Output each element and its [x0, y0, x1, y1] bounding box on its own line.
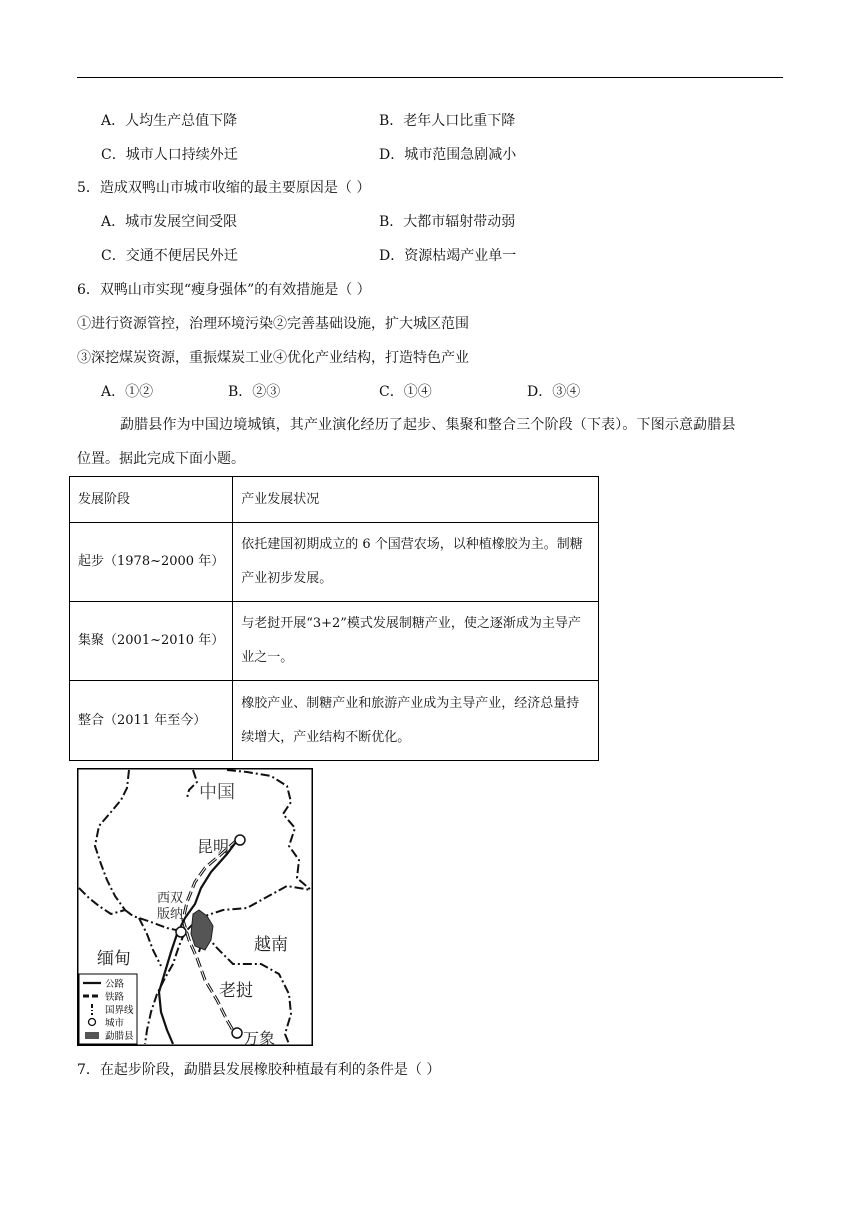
header-stage: 发展阶段: [70, 477, 233, 523]
legend-city-symbol: [89, 1019, 96, 1026]
q6-option-c[interactable]: C．①④: [379, 384, 432, 400]
stage-cell: 整合（2011 年至今）: [70, 681, 233, 761]
table-row: [70, 681, 599, 761]
q5-option-b[interactable]: B．大都市辐射带动弱: [379, 214, 516, 230]
vientiane-city-marker: [232, 1028, 242, 1038]
q6-statement-2: ③深挖煤炭资源，重振煤炭工业④优化产业结构，打造特色产业: [77, 350, 469, 366]
intro-line-2: 位置。据此完成下面小题。: [77, 451, 245, 467]
label-china: 中国: [199, 782, 235, 803]
q6-option-a[interactable]: A．①②: [101, 384, 154, 400]
q4-option-b[interactable]: B．老年人口比重下降: [379, 113, 516, 129]
legend-mengla-label: 勐腊县: [105, 1031, 134, 1042]
label-vientiane: 万象: [243, 1029, 276, 1046]
legend-city-label: 城市: [105, 1018, 125, 1029]
q4-option-a[interactable]: A．人均生产总值下降: [101, 113, 238, 129]
q4-option-d[interactable]: D．城市范围急剧减小: [379, 147, 517, 163]
legend-railway-label: 铁路: [105, 992, 125, 1003]
header-rule: [77, 77, 783, 78]
q6-statement-1: ①进行资源管控，治理环境污染②完善基础设施，扩大城区范围: [77, 316, 469, 332]
legend-mengla-symbol: [85, 1032, 99, 1039]
intro-line-1: 勐腊县作为中国边境城镇，其产业演化经历了起步、集聚和整合三个阶段（下表）。下图示意勐腊县: [120, 417, 736, 433]
stage-cell: 集聚（2001~2010 年）: [70, 602, 233, 681]
status-cell: 橡胶产业、制糖产业和旅游产业成为主导产业，经济总量持续增大，产业结构不断优化。: [233, 681, 599, 761]
status-cell: 与老挝开展“3+2”模式发展制糖产业，使之逐渐成为主导产业之一。: [233, 602, 599, 681]
q5-option-d[interactable]: D．资源枯竭产业单一: [379, 248, 517, 264]
mengla-location-map: [77, 768, 313, 1046]
table-row: [70, 523, 599, 602]
header-status: 产业发展状况: [233, 477, 599, 523]
legend-road-label: 公路: [105, 979, 125, 990]
map-legend: [79, 974, 137, 1044]
label-laos: 老挝: [219, 981, 253, 1001]
industry-stage-table: [69, 476, 599, 761]
xishuangbanna-city-marker: [176, 927, 186, 937]
stage-cell: 起步（1978~2000 年）: [70, 523, 233, 602]
table-row: [70, 602, 599, 681]
label-xishuangbanna-1: 西双: [157, 891, 184, 906]
label-kunming: 昆明: [197, 837, 230, 856]
q5-option-a[interactable]: A．城市发展空间受限: [101, 214, 238, 230]
q6-option-d[interactable]: D．③④: [527, 384, 581, 400]
label-vietnam: 越南: [254, 935, 288, 955]
legend-border-label: 国界线: [105, 1005, 134, 1016]
status-cell: 依托建国初期成立的 6 个国营农场，以种植橡胶为主。制糖产业初步发展。: [233, 523, 599, 602]
q5-stem: 5．造成双鸭山市城市收缩的最主要原因是（ ）: [77, 180, 371, 196]
kunming-city-marker: [235, 835, 245, 845]
q6-option-b[interactable]: B．②③: [228, 384, 281, 400]
q5-option-c[interactable]: C．交通不便居民外迁: [101, 248, 238, 264]
label-xishuangbanna-2: 版纳: [157, 907, 184, 922]
q7-stem: 7．在起步阶段，勐腊县发展橡胶种植最有利的条件是（ ）: [77, 1062, 441, 1078]
table-header-row: [70, 477, 599, 523]
q6-stem: 6．双鸭山市实现“瘦身强体”的有效措施是（ ）: [77, 282, 371, 298]
q4-option-c[interactable]: C．城市人口持续外迁: [101, 147, 238, 163]
label-myanmar: 缅甸: [97, 949, 131, 969]
